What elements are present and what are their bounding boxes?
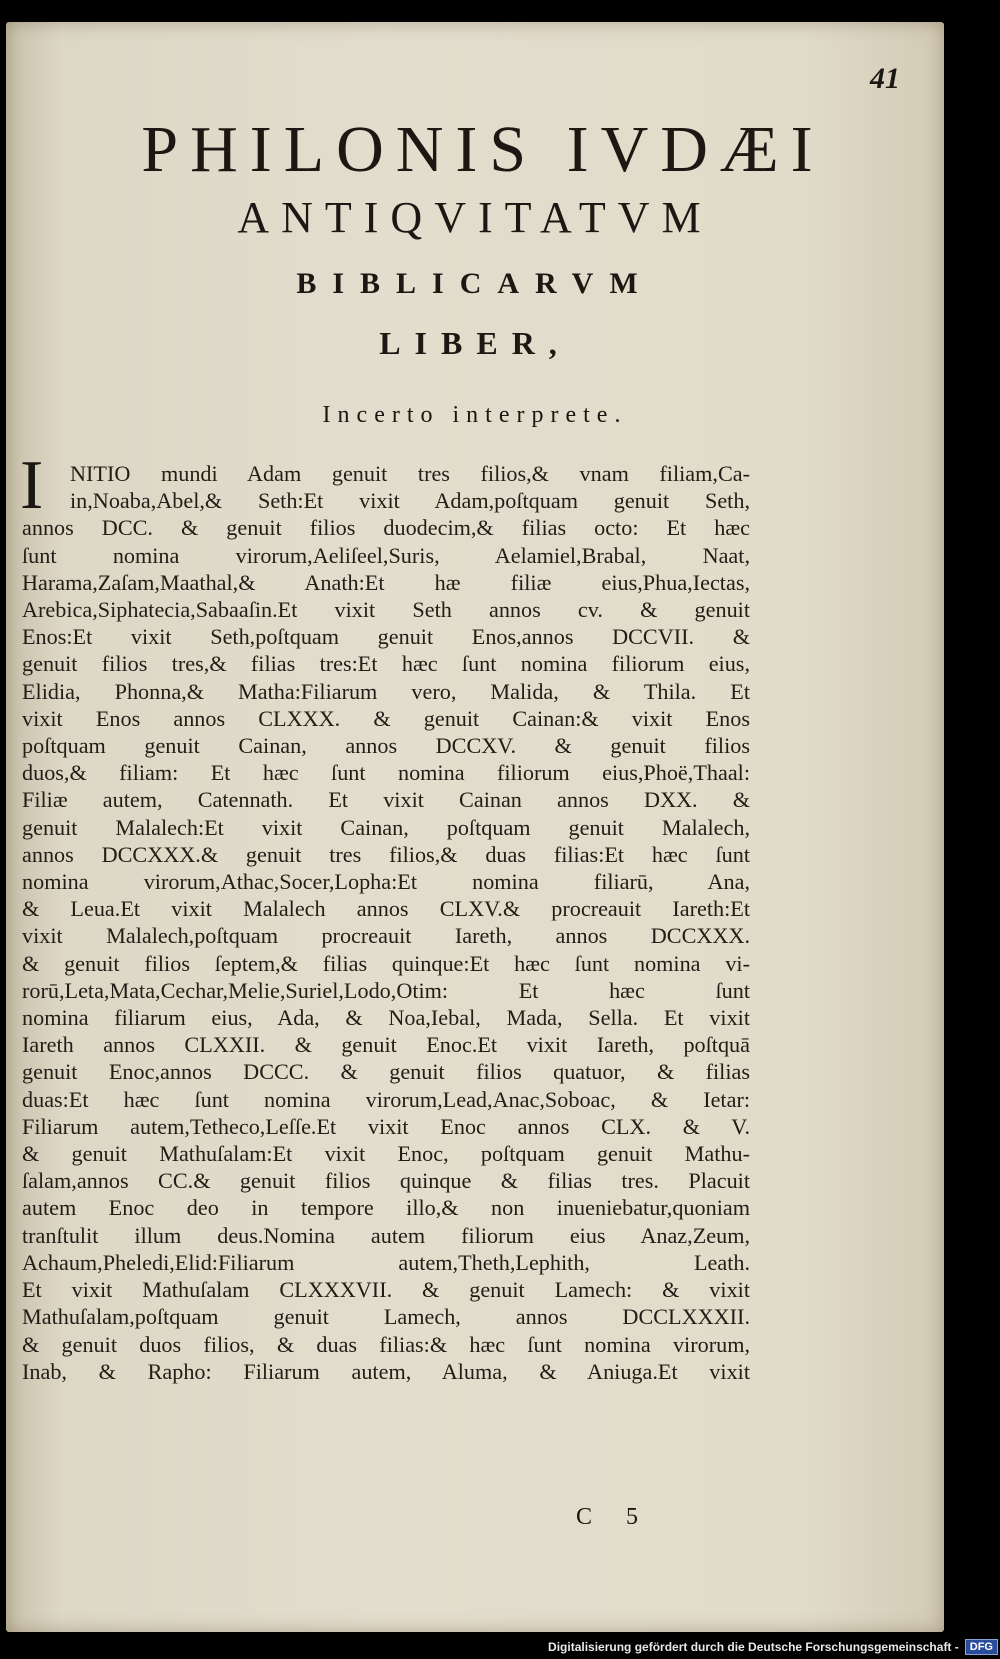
body-line: rorū,Leta,Mata,Cechar,Melie,Suriel,Lodo,Otim: Et hæc ſunt xyxy=(22,977,750,1003)
title-line-2: ANTIQVITATVM xyxy=(237,193,713,242)
body-line: Enos:Et vixit Seth,poſtquam genuit Enos,annos DCCVII. & xyxy=(22,624,750,650)
body-line: Filiarum autem,Tetheco,Leſſe.Et vixit Enoc annos CLX. & V. xyxy=(22,1113,750,1139)
body-line: Arebica,Siphatecia,Sabaaſin.Et vixit Seth annos cv. & genuit xyxy=(22,597,750,623)
footer-bar xyxy=(548,1637,998,1657)
body-line: & genuit Mathuſalam:Et vixit Enoc, poſtquam genuit Mathu- xyxy=(22,1141,750,1167)
body-line: & genuit filios ſeptem,& filias quinque:Et hæc ſunt nomina vi- xyxy=(22,950,750,976)
body-line: Filiæ autem, Catennath. Et vixit Cainan annos DXX. & xyxy=(22,787,750,813)
body-line: Harama,Zaſam,Maathal,& Anath:Et hæ filiæ eius,Phua,Iectas, xyxy=(22,569,750,595)
body-line: vixit Malalech,poſtquam procreauit Iareth, annos DCCXXX. xyxy=(22,923,750,949)
body-line: duas:Et hæc ſunt nomina virorum,Lead,Anac,Soboac, & Ietar: xyxy=(22,1086,750,1112)
body-line: ſunt nomina virorum,Aeliſeel,Suris, Aelamiel,Brabal, Naat, xyxy=(22,542,750,568)
body-line: & Leua.Et vixit Malalech annos CLXV.& procreauit Iareth:Et xyxy=(22,896,750,922)
body-text xyxy=(22,460,750,1385)
drop-cap: I xyxy=(20,447,44,524)
signature-mark: C 5 xyxy=(576,1504,653,1530)
title-line-4: LIBER, xyxy=(379,325,571,361)
body-line: annos DCC. & genuit filios duodecim,& filias octo: Et hæc xyxy=(22,515,750,541)
body-line: Et vixit Mathuſalam CLXXXVII. & genuit Lamech: & vixit xyxy=(22,1277,750,1303)
body-line: Mathuſalam,poſtquam genuit Lamech, annos DCCLXXXII. xyxy=(22,1304,750,1330)
body-line: Elidia, Phonna,& Matha:Filiarum vero, Malida, & Thila. Et xyxy=(22,678,750,704)
title-line-1: PHILONIS IVDÆI xyxy=(141,113,825,186)
body-line: Inab, & Rapho: Filiarum autem, Aluma, & Aniuga.Et vixit xyxy=(22,1358,750,1384)
body-line: & genuit duos filios, & duas filias:& hæc ſunt nomina virorum, xyxy=(22,1331,750,1357)
dfg-logo: DFG xyxy=(965,1639,998,1655)
body-line: genuit Enoc,annos DCCC. & genuit filios quatuor, & filias xyxy=(22,1059,750,1085)
body-line: ſalam,annos CC.& genuit filios quinque & filias tres. Placuit xyxy=(22,1168,750,1194)
body-line: Iareth annos CLXXII. & genuit Enoc.Et vixit Iareth, poſtquā xyxy=(22,1032,750,1058)
body-line: nomina filiarum eius, Ada, & Noa,Iebal, Mada, Sella. Et vixit xyxy=(22,1005,750,1031)
book-page xyxy=(6,22,944,1632)
footer-credit: Digitalisierung gefördert durch die Deutsche Forschungsgemeinschaft - xyxy=(548,1640,959,1654)
body-line: vixit Enos annos CLXXX. & genuit Cainan:& vixit Enos xyxy=(22,705,750,731)
body-line: Achaum,Pheledi,Elid:Filiarum autem,Theth,Lephith, Leath. xyxy=(22,1249,750,1275)
body-line: genuit Malalech:Et vixit Cainan, poſtquam genuit Malalech, xyxy=(22,814,750,840)
body-line: annos DCCXXX.& genuit tres filios,& duas filias:Et hæc ſunt xyxy=(22,841,750,867)
body-line: autem Enoc deo in tempore illo,& non inueniebatur,quoniam xyxy=(22,1195,750,1221)
body-line: poſtquam genuit Cainan, annos DCCXV. & genuit filios xyxy=(22,733,750,759)
page-number: 41 xyxy=(870,62,900,95)
body-line: NITIO mundi Adam genuit tres filios,& vnam filiam,Ca- xyxy=(70,461,750,486)
body-line: genuit filios tres,& filias tres:Et hæc ſunt nomina filiorum eius, xyxy=(22,651,750,677)
body-line: nomina virorum,Athac,Socer,Lopha:Et nomina filiarū, Ana, xyxy=(22,869,750,895)
title-line-3: BIBLICARVM xyxy=(296,267,654,300)
body-line: in,Noaba,Abel,& Seth:Et vixit Adam,poſtquam genuit Seth, xyxy=(70,488,750,514)
body-line: duos,& filiam: Et hæc ſunt nomina filiorum eius,Phoë,Thaal: xyxy=(22,760,750,786)
body-line: tranſtulit illum deus.Nomina autem filiorum eius Anaz,Zeum, xyxy=(22,1222,750,1248)
subtitle: Incerto interprete. xyxy=(322,402,628,428)
